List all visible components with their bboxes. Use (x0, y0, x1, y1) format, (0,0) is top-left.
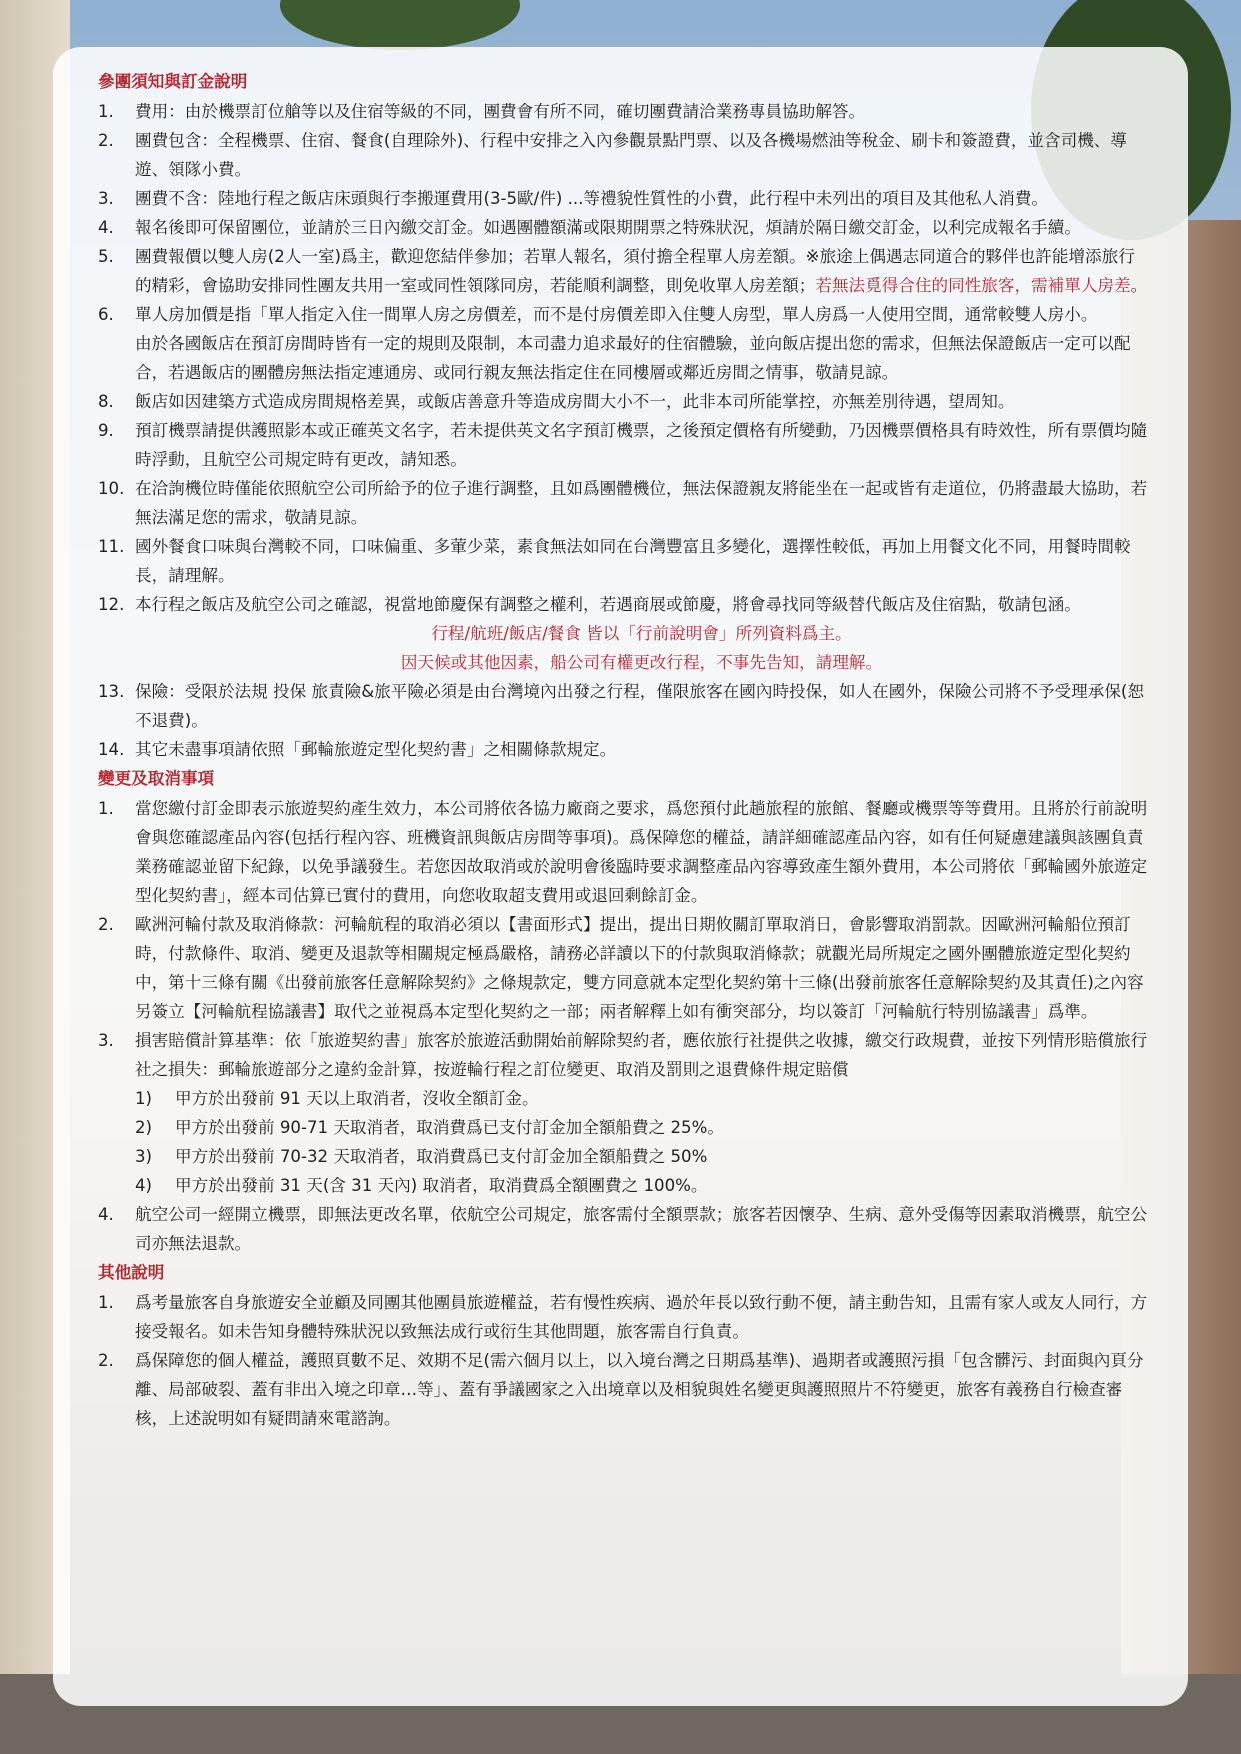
notice-line: 因天候或其他因素，船公司有權更改行程，不事先告知，請理解。 (400, 653, 883, 672)
list-item: 2. 爲保障您的個人權益，護照頁數不足、效期不足(需六個月以上，以入境台灣之日期爲基準)、過期者或護照污損「包含髒污、封面與內頁分離、局部破裂、蓋有非出入境之印章…等」、蓋有爭議國家之入出境章以及相貌與姓名變更與護照照片不符變更，旅客有義務自行檢查審核，上述說明如有疑問請來電諮詢。 (98, 1351, 1144, 1428)
section-title: 參團須知與訂金說明 (98, 72, 248, 91)
sub-item: 2) 甲方於出發前 90-71 天取消者，取消費爲已支付訂金加全額船費之 25%。 (135, 1118, 724, 1137)
list-item: 14. 其它未盡事項請依照「郵輪旅遊定型化契約書」之相關條款規定。 (98, 740, 617, 759)
section-title: 變更及取消事項 (98, 769, 215, 788)
list-item: 5. 團費報價以雙人房(2人一室)爲主，歡迎您結伴參加；若單人報名，須付擔全程單人房差額。※旅途上偶遇志同道合的夥伴也許能增添旅行的精彩，會協助安排同性團友共用一室或同性領隊同房，若能順利調整，則免收單人房差額；若無法覓得合住的同性旅客，需補單人房差。 (98, 247, 1148, 295)
notice-line: 行程/航班/飯店/餐食 皆以「行前說明會」所列資料爲主。 (431, 624, 852, 643)
list-item: 10. 在洽詢機位時僅能依照航空公司所給予的位子進行調整，且如爲團體機位，無法保證親友將能坐在一起或皆有走道位，仍將盡最大協助，若無法滿足您的需求，敬請見諒。 (98, 479, 1148, 527)
list-item: 6. 單人房加價是指「單人指定入住一間單人房之房價差，而不是付房價差即入住雙人房型，單人房爲一人使用空間，通常較雙人房小。 由於各國飯店在預訂房間時皆有一定的規則及限制，本司盡力追求最好的住宿體驗，並向飯店提出您的需求，但無法保證飯店一定可以配合，若遇飯店的團體房無法指定連通房、或同行親友無法指定住在同樓層或鄰近房間之情事，敬請見諒。 (98, 305, 1131, 382)
list-item: 11. 國外餐食口味與台灣較不同，口味偏重、多葷少菜，素食無法如同在台灣豐富且多變化，選擇性較低，再加上用餐文化不同，用餐時間較長，請理解。 (98, 537, 1131, 585)
list-item: 8. 飯店如因建築方式造成房間規格差異，或飯店善意升等造成房間大小不一，此非本司所能掌控，亦無差別待遇，望周知。 (98, 392, 1015, 411)
list-item: 1. 費用：由於機票訂位艙等以及住宿等級的不同，團費會有所不同，確切團費請洽業務專員協助解答。 (98, 102, 866, 121)
list-item: 3. 團費不含：陸地行程之飯店床頭與行李搬運費用(3-5歐/件) ...等禮貌性質性的小費，此行程中未列出的項目及其他私人消費。 (98, 189, 1049, 208)
list-item: 9. 預訂機票請提供護照影本或正確英文名字，若未提供英文名字預訂機票，之後預定價格有所變動，乃因機票價格具有時效性，所有票價均隨時浮動，且航空公司規定時有更改，請知悉。 (98, 421, 1148, 469)
list-item: 3. 損害賠償計算基準：依「旅遊契約書」旅客於旅遊活動開始前解除契約者，應依旅行社提供之收據，繳交行政規費，並按下列情形賠償旅行社之損失：郵輪旅遊部分之違約金計算，按遊輪行程之訂位變更、取消及罰則之退費條件規定賠償 (98, 1031, 1148, 1079)
list-item: 4. 報名後即可保留團位，並請於三日內繳交訂金。如遇團體額滿或限期開票之特殊狀況，煩請於隔日繳交訂金，以利完成報名手續。 (98, 218, 1081, 237)
section-title: 其他說明 (98, 1263, 165, 1282)
list-item: 13. 保險：受限於法規 投保 旅責險&旅平險必須是由台灣境內出發之行程，僅限旅客在國內時投保，如人在國外，保險公司將不予受理承保(恕不退費)。 (98, 682, 1144, 730)
sub-item: 1) 甲方於出發前 91 天以上取消者，沒收全額訂金。 (135, 1089, 539, 1108)
list-item: 2. 歐洲河輪付款及取消條款：河輪航程的取消必須以【書面形式】提出，提出日期攸關訂單取消日，會影響取消罰款。因歐洲河輪船位預訂時，付款條件、取消、變更及退款等相關規定極爲嚴格，請務必詳讀以下的付款與取消條款；就觀光局所規定之國外團體旅遊定型化契約中，第十三條有關《出發前旅客任意解除契約》之條規款定，雙方同意就本定型化契約第十三條(出發前旅客任意解除契約及其責任)之內容另簽立【河輪航程協議書】取代之並視爲本定型化契約之一部；兩者解釋上如有衝突部分，均以簽訂「河輪航行特別協議書」爲準。 (98, 915, 1144, 1021)
list-item: 2. 團費包含：全程機票、住宿、餐食(自理除外)、行程中安排之入內參觀景點門票、以及各機場燃油等稅金、刷卡和簽證費，並含司機、導遊、領隊小費。 (98, 131, 1127, 179)
document-body (98, 67, 1148, 1433)
list-item: 12. 本行程之飯店及航空公司之確認，視當地節慶保有調整之權利，若遇商展或節慶，將會尋找同等級替代飯店及住宿點，敬請包涵。 (98, 595, 1081, 614)
sub-item: 4) 甲方於出發前 31 天(含 31 天內) 取消者，取消費爲全額團費之 100%。 (135, 1176, 708, 1195)
list-item: 1. 當您繳付訂金即表示旅遊契約產生效力，本公司將依各協力廠商之要求，爲您預付此趟旅程的旅館、餐廳或機票等等費用。且將於行前說明會與您確認產品內容(包括行程內容、班機資訊與飯店房間等事項)。爲保障您的權益，請詳細確認產品內容，如有任何疑慮建議與該團負責業務確認並留下紀錄，以免爭議發生。若您因故取消或於說明會後臨時要求調整產品內容導致產生額外費用，本公司將依「郵輪國外旅遊定型化契約書」，經本司估算已實付的費用，向您收取超支費用或退回剩餘訂金。 (98, 799, 1148, 905)
list-item: 1. 爲考量旅客自身旅遊安全並顧及同團其他團員旅遊權益，若有慢性疾病、過於年長以致行動不便，請主動告知，且需有家人或友人同行，方接受報名。如未告知身體特殊狀況以致無法成行或衍生其他問題，旅客需自行負責。 (98, 1293, 1148, 1341)
tree-top (280, 0, 520, 50)
list-item: 4. 航空公司一經開立機票，即無法更改名單，依航空公司規定，旅客需付全額票款；旅客若因懷孕、生病、意外受傷等因素取消機票，航空公司亦無法退款。 (98, 1205, 1148, 1253)
highlight-text: 若無法覓得合住的同性旅客，需補單人房差 (815, 276, 1131, 295)
sub-item: 3) 甲方於出發前 70-32 天取消者，取消費爲已支付訂金加全額船費之 50% (135, 1147, 708, 1166)
